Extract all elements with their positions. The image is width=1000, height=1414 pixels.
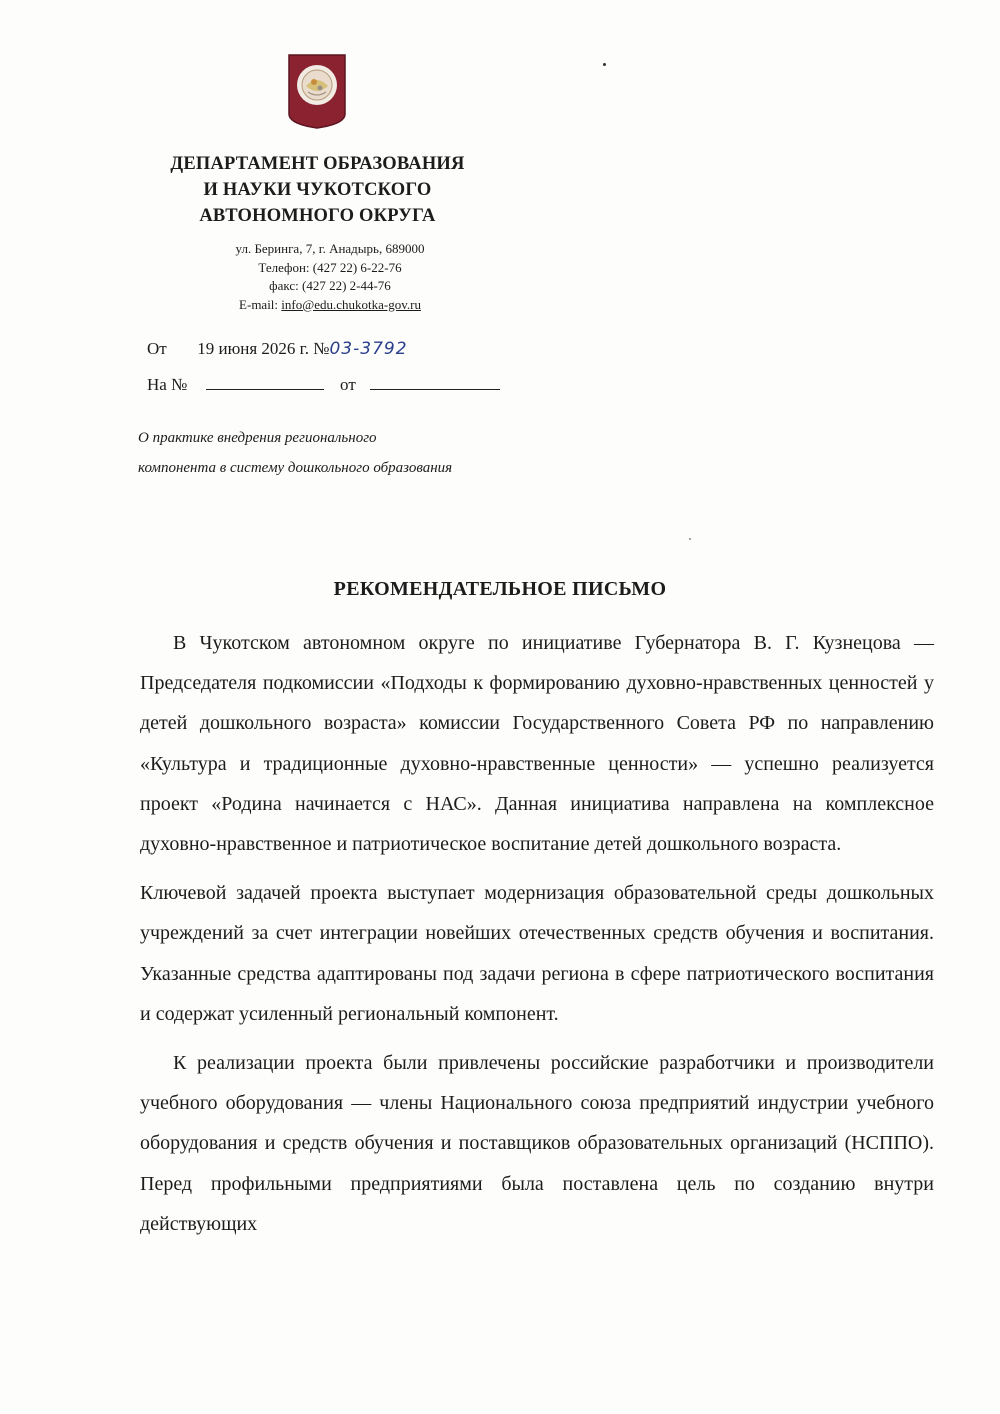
department-name xyxy=(140,151,495,229)
department-line: АВТОНОМНОГО ОКРУГА xyxy=(199,206,436,226)
body-paragraph: К реализации проекта были привлечены российские разработчики и производители учебного оборудования — члены Национального союза предприятий индустрии учебного оборудования и средств обучения и поставщиков образовательных организаций (НСППО). Перед профильными предприятиями была поставлена цель по созданию внутри действующих xyxy=(140,1052,934,1235)
incoming-reference xyxy=(147,375,500,395)
re-from-label: от xyxy=(340,375,356,394)
department-line: ДЕПАРТАМЕНТ ОБРАЗОВАНИЯ xyxy=(170,154,465,174)
body-paragraph: Ключевой задачей проекта выступает модернизация образовательной среды дошкольных учреждений за счет интеграции новейших отечественных средств обучения и воспитания. Указанные средства адаптированы под задачи региона в сфере патриотического воспитания и содержат усиленный региональный компонент. xyxy=(140,882,934,1025)
from-label: От xyxy=(147,339,167,358)
body-paragraph: В Чукотском автономном округе по инициативе Губернатора В. Г. Кузнецова — Председателя подкомиссии «Подходы к формированию духовно-нравственных ценностей у детей дошкольного возраста» комиссии Государственного Совета РФ по направлению «Культура и традиционные духовно-нравственные ценности» — успешно реализуется проект «Родина начинается с НАС». Данная инициатива направлена на комплексное духовно-нравственное и патриотическое воспитание детей дошкольного возраста. xyxy=(140,632,934,856)
re-date-blank xyxy=(370,375,500,390)
number-label: № xyxy=(313,339,330,358)
handwritten-number: 03-3792 xyxy=(329,339,408,359)
address: ул. Беринга, 7, г. Анадырь, 689000 xyxy=(235,241,425,256)
subject-line: компонента в систему дошкольного образования xyxy=(138,460,453,476)
coat-of-arms-emblem xyxy=(286,52,348,130)
scan-speck xyxy=(689,538,691,540)
re-number-blank xyxy=(206,375,324,390)
fax: факс: (427 22) 2-44-76 xyxy=(269,278,391,293)
email-link[interactable]: info@edu.chukotka-gov.ru xyxy=(281,296,421,312)
subject-line: О практике внедрения регионального xyxy=(138,430,377,446)
letter-subject xyxy=(138,423,558,483)
phone: Телефон: (427 22) 6-22-76 xyxy=(258,259,402,275)
contact-block xyxy=(195,240,465,314)
email-line xyxy=(195,296,465,315)
letter-date: 19 июня 2026 г. xyxy=(197,339,309,358)
re-number-label: На № xyxy=(147,375,188,394)
letter-title: РЕКОМЕНДАТЕЛЬНОЕ ПИСЬМО xyxy=(333,578,667,600)
department-line: И НАУКИ ЧУКОТСКОГО xyxy=(203,180,432,200)
outgoing-reference xyxy=(147,339,408,359)
email-label: E-mail: xyxy=(239,296,279,312)
scan-dot xyxy=(603,63,606,66)
letter-body xyxy=(140,623,934,1253)
